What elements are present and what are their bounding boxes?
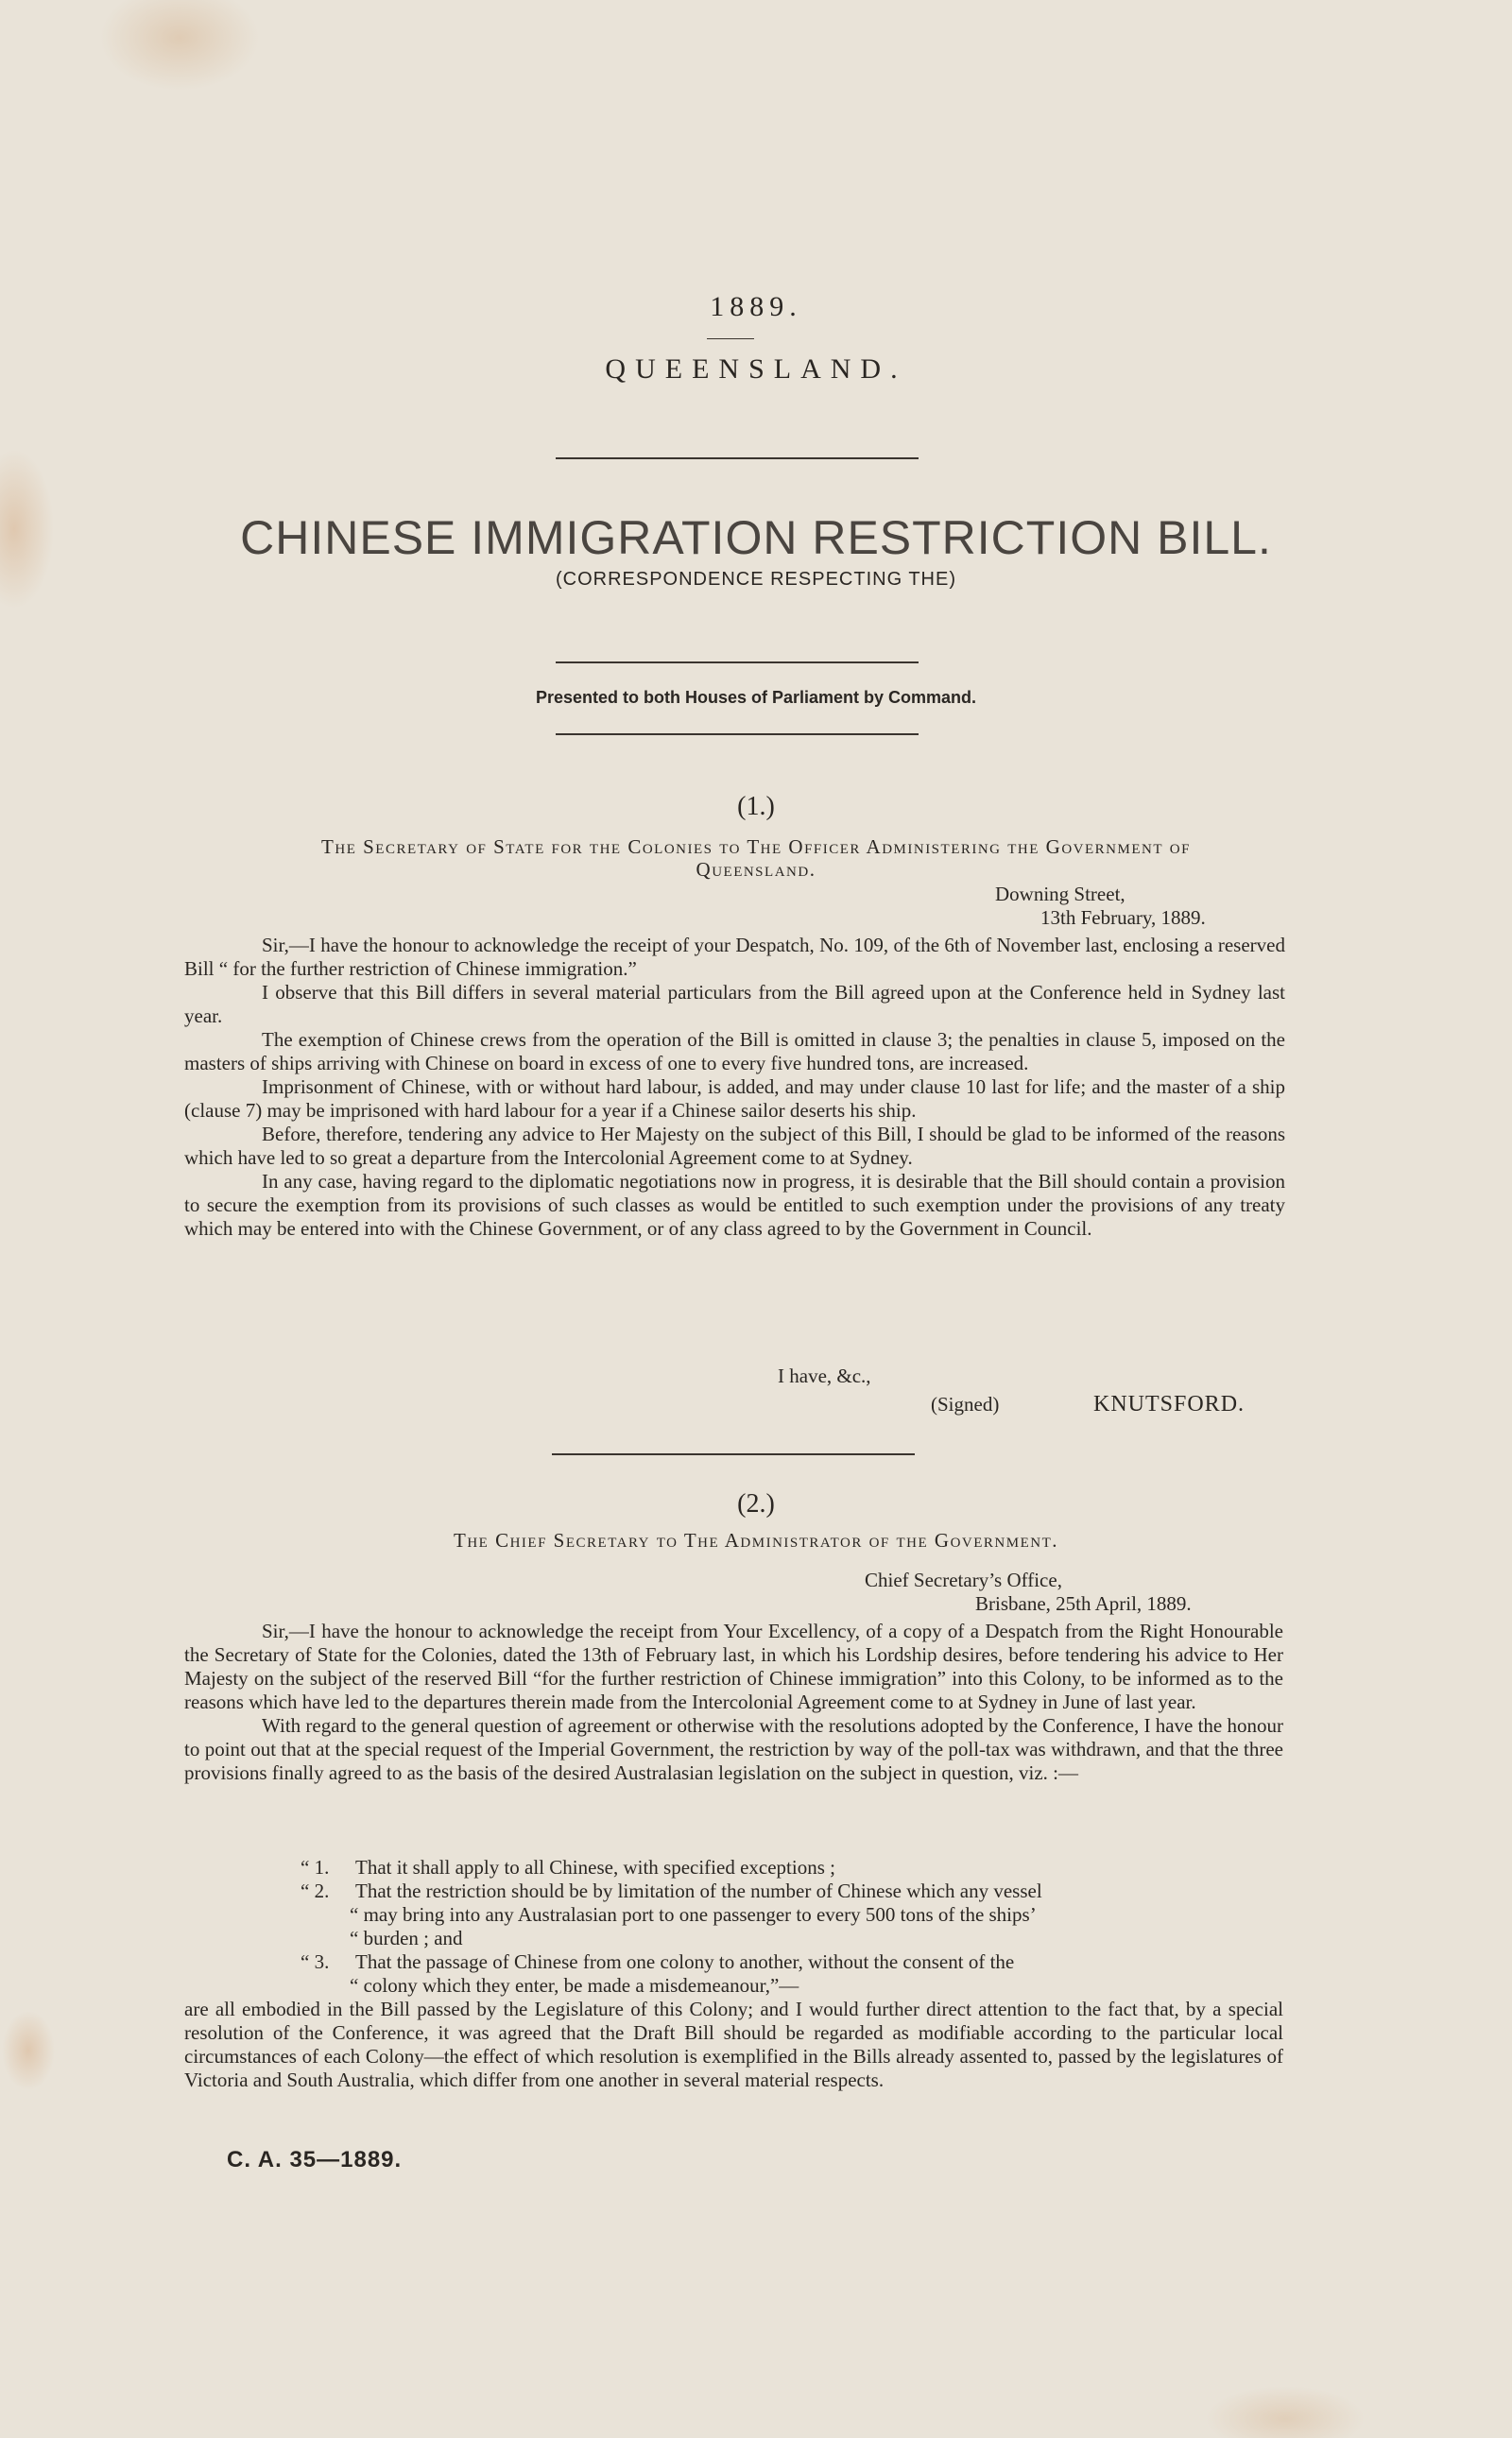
provision-text: “ may bring into any Australasian port to one passenger to every 500 tons of the ships’ [350,1903,1037,1926]
paragraph: In any case, having regard to the diplomatic negotiations now in progress, it is desirable that the Bill should contain a provision to secure the exemption from its provisions of such classes as would be entitled to such exemption under the provisions of any treaty which may be entered into with the Chinese Government, or of any class agreed to by the Government in Council. [184,1170,1285,1240]
document-state: QUEENSLAND. [605,353,907,385]
provision-text: That it shall apply to all Chinese, with specified exceptions ; [355,1856,835,1879]
divider [556,661,919,663]
paragraph: With regard to the general question of agreement or otherwise with the resolutions adopted by the Conference, I have the honour to point out that at the special request of the Imperial Government, the restriction by way of the poll-tax was withdrawn, and that the three provisions finally agreed to as the basis of the desired Australasian legislation on the subject in question, viz. :— [184,1714,1283,1784]
paragraph: The exemption of Chinese crews from the operation of the Bill is omitted in clause 3; the penalties in clause 5, imposed on the masters of ships arriving with Chinese on board in excess of one to every five hundred tons, are increased. [184,1028,1285,1074]
provision-text: That the passage of Chinese from one colony to another, without the consent of the [355,1950,1015,1973]
bill-title: CHINESE IMMIGRATION RESTRICTION BILL. [240,511,1272,564]
letter-body [184,1620,1283,1785]
paragraph: Sir,—I have the honour to acknowledge the receipt from Your Excellency, of a copy of a Despatch from the Right Honourable the Secretary of State for the Colonies, dated the 13th of February last, in which his Lordship desires, before tendering his advice to Her Majesty on the subject of the reserved Bill “for the further restriction of Chinese immigration” into this Colony, to be informed as to the reasons which have led to the departures therein made from the Intercolonial Agreement come to at Sydney in June of last year. [184,1620,1283,1713]
address-line: Chief Secretary’s Office, [865,1569,1062,1591]
provision-list [301,1856,1283,1998]
provision-mark: “ 3. [301,1950,330,1973]
letter-number: (1.) [737,792,775,821]
paragraph: are all embodied in the Bill passed by the Legislature of this Colony; and I would further direct attention to the fact that, by a special resolution of the Conference, it was agreed that the Draft Bill should be regarded as modifiable according to the particular local circumstances of each Colony—the effect of which resolution is exemplified in the Bills already assented to, passed by the legislatures of Victoria and South Australia, which differ from one another in several material respects. [184,1998,1283,2091]
letter-body [184,934,1285,1241]
divider [552,1453,915,1455]
provision-item [301,1856,1283,1880]
letter-heading: The Chief Secretary to The Administrator of the Government. [454,1529,1058,1552]
bill-subtitle: (CORRESPONDENCE RESPECTING THE) [555,569,956,590]
provision-item [301,1880,1283,1950]
paragraph: Imprisonment of Chinese, with or without hard labour, is added, and may under clause 10 last for life; and the master of a ship (clause 7) may be imprisoned with hard labour for a year if a Chinese sailor deserts his ship. [184,1075,1285,1122]
divider [707,338,754,339]
provision-mark: “ 2. [301,1880,330,1902]
letter-heading: Queensland. [696,858,816,881]
provision-text: “ colony which they enter, be made a misdemeanour,”— [350,1974,799,1997]
signature: KNUTSFORD. [1093,1392,1246,1416]
provision-mark: “ 1. [301,1856,330,1879]
letter-date: Brisbane, 25th April, 1889. [975,1592,1192,1615]
provision-item [301,1950,1283,1998]
letter-address [865,1569,1192,1616]
letter-heading: The Secretary of State for the Colonies to The Officer Administering the Government of [321,835,1191,858]
divider [556,733,919,735]
provision-text: That the restriction should be by limitation of the number of Chinese which any vessel [355,1880,1042,1902]
letter-date: 13th February, 1889. [1040,906,1206,929]
divider [556,457,919,459]
letter-closing: I have, &c., [778,1365,871,1387]
letter-body [184,1998,1283,2092]
presented-note: Presented to both Houses of Parliament by Command. [535,688,977,707]
address-line: Downing Street, [995,883,1125,905]
paragraph: Before, therefore, tendering any advice to Her Majesty on the subject of this Bill, I should be glad to be informed of the reasons which have led to so great a departure from the Intercolonial Agreement come to at Sydney. [184,1123,1285,1169]
signed-label: (Signed) [931,1393,1000,1416]
paragraph: I observe that this Bill differs in several material particulars from the Bill agreed upon at the Conference held in Sydney last year. [184,981,1285,1027]
document-reference: C. A. 35—1889. [227,2147,403,2172]
paragraph: Sir,—I have the honour to acknowledge the receipt of your Despatch, No. 109, of the 6th of November last, enclosing a reserved Bill “ for the further restriction of Chinese immigration.” [184,934,1285,980]
provision-text: “ burden ; and [350,1927,463,1949]
document-year: 1889. [710,291,802,322]
letter-number: (2.) [737,1489,775,1519]
letter-address [995,883,1206,930]
